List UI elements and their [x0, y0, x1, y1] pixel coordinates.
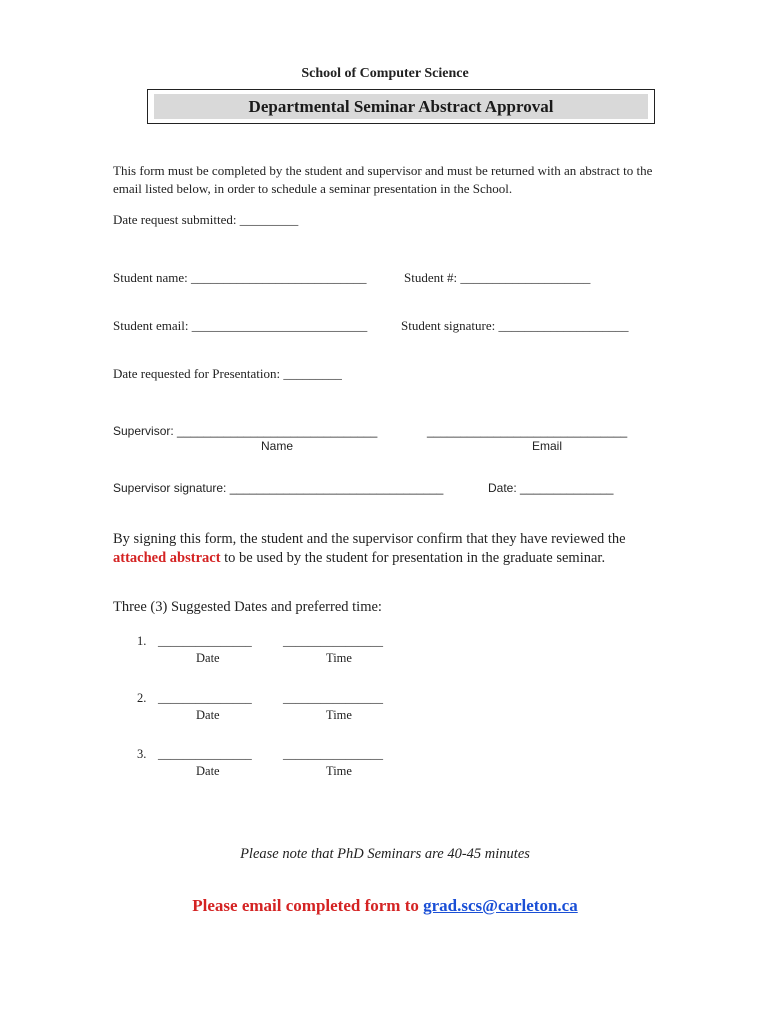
email-instruction-prefix: Please email completed form to — [192, 896, 424, 915]
confirm-part1: By signing this form, the student and the supervisor confirm that they have reviewed the — [113, 531, 626, 547]
suggested-time-field[interactable]: ________________ — [283, 747, 383, 761]
form-title: Departmental Seminar Abstract Approval — [154, 94, 648, 119]
title-box — [147, 89, 655, 124]
date-request-field[interactable]: _________ — [239, 212, 299, 227]
supervisor-signature-field[interactable]: ________________________________ — [229, 481, 444, 495]
intro-text: This form must be completed by the student and supervisor and must be returned with an abstract to the email listed below, in order to schedule a seminar presentation in the School. — [113, 163, 653, 196]
supervisor-signature-row — [113, 481, 443, 495]
date-request-label: Date request submitted: — [113, 212, 237, 227]
student-signature-label: Student signature: — [401, 318, 496, 333]
name-caption: Name — [261, 439, 294, 453]
email-instruction — [0, 896, 770, 916]
email-link[interactable]: grad.scs@carleton.ca — [423, 896, 578, 915]
date-field[interactable]: ______________ — [520, 481, 614, 495]
student-signature-field[interactable]: ____________________ — [498, 318, 629, 333]
date-presentation-row — [113, 366, 342, 382]
date-request-row — [113, 212, 298, 228]
attached-abstract-highlight: attached abstract — [113, 550, 221, 566]
time-caption: Time — [326, 708, 352, 722]
student-email-row — [113, 318, 367, 334]
student-name-field[interactable]: ___________________________ — [191, 270, 367, 285]
confirm-part2: to be used by the student for presentation in the graduate seminar. — [220, 550, 606, 566]
suggested-dates-heading: Three (3) Suggested Dates and preferred time: — [113, 599, 382, 615]
suggested-date-field[interactable]: _______________ — [158, 691, 252, 705]
date-caption: Date — [196, 764, 220, 778]
supervisor-name-field[interactable]: ______________________________ — [177, 424, 378, 438]
suggested-date-field[interactable]: _______________ — [158, 634, 252, 648]
supervisor-date-row — [488, 481, 613, 495]
student-name-label: Student name: — [113, 270, 188, 285]
student-email-label: Student email: — [113, 318, 189, 333]
time-caption: Time — [326, 651, 352, 665]
date-presentation-field[interactable]: _________ — [283, 366, 342, 381]
email-caption: Email — [532, 439, 563, 453]
supervisor-row — [113, 424, 377, 438]
student-signature-row — [401, 318, 629, 334]
time-caption: Time — [326, 764, 352, 778]
suggested-item-number: 1. — [137, 634, 147, 648]
phd-seminar-note: Please note that PhD Seminars are 40-45 minutes — [240, 846, 530, 862]
date-caption: Date — [196, 708, 220, 722]
date-label: Date: — [488, 481, 517, 495]
supervisor-signature-label: Supervisor signature: — [113, 481, 227, 495]
confirmation-text — [113, 530, 673, 568]
suggested-date-field[interactable]: _______________ — [158, 747, 252, 761]
suggested-item-number: 2. — [137, 691, 147, 705]
date-caption: Date — [196, 651, 220, 665]
student-email-field[interactable]: ___________________________ — [191, 318, 368, 333]
suggested-item-number: 3. — [137, 747, 147, 761]
date-presentation-label: Date requested for Presentation: — [113, 366, 281, 381]
supervisor-email-field[interactable]: ______________________________ — [427, 424, 628, 438]
suggested-time-field[interactable]: ________________ — [283, 634, 383, 648]
student-number-label: Student #: — [404, 270, 458, 285]
student-number-row — [404, 270, 590, 286]
student-name-row — [113, 270, 367, 286]
suggested-time-field[interactable]: ________________ — [283, 691, 383, 705]
student-number-field[interactable]: ____________________ — [460, 270, 591, 285]
supervisor-label: Supervisor: — [113, 424, 174, 438]
school-name: School of Computer Science — [301, 66, 469, 81]
